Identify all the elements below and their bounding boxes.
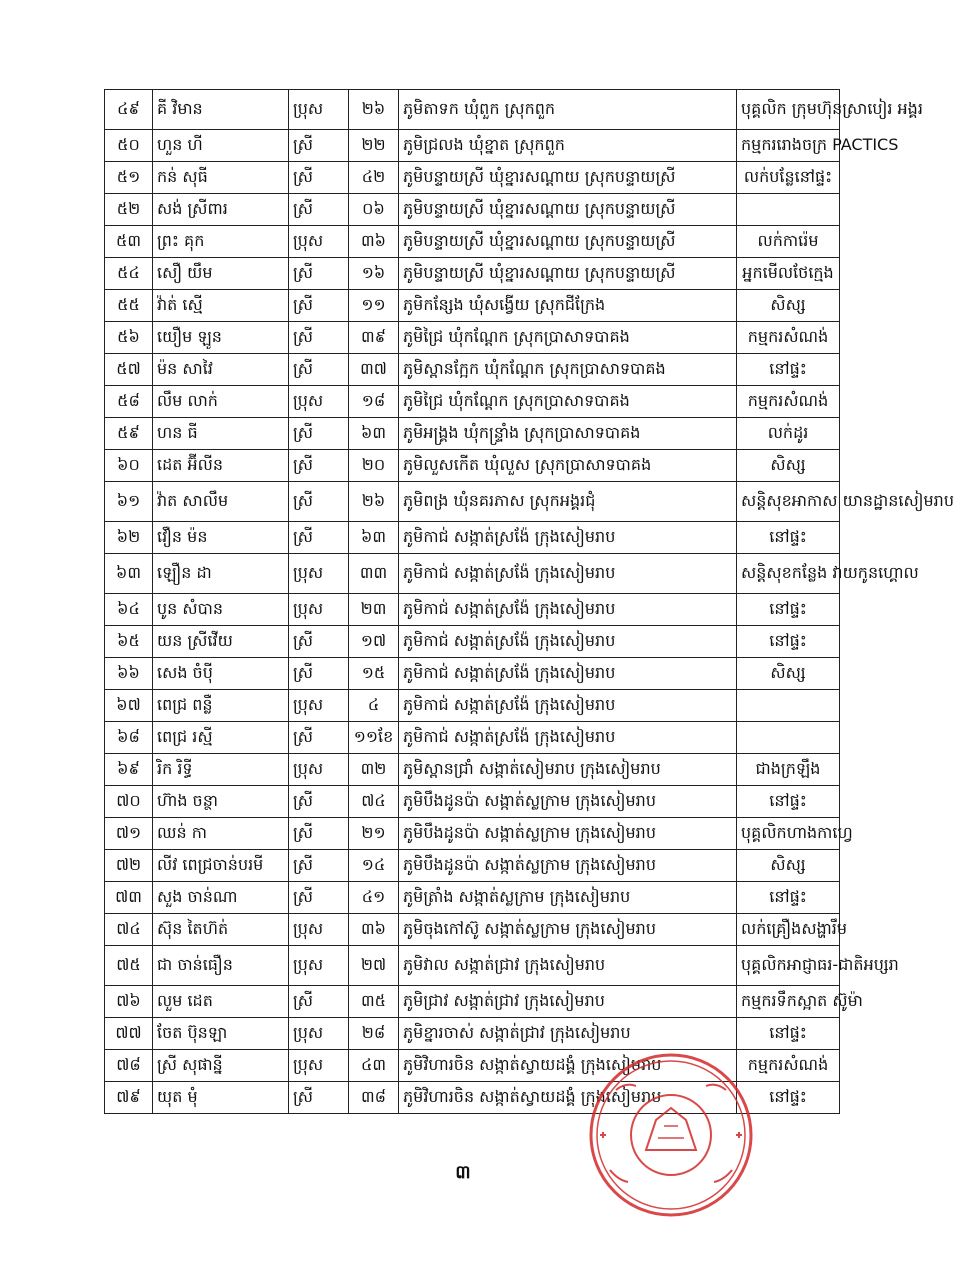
table-row <box>105 986 840 1018</box>
cell-address: ភូមិពង្រ ឃុំនគរភាស ស្រុកអង្គរជុំ <box>399 482 737 522</box>
cell-occupation: បុគ្គលិកអាជ្ញាធរ-ជាតិអប្សរា <box>737 946 840 986</box>
cell-occupation: កម្មករសំណង់ <box>737 1050 840 1082</box>
cell-occupation: សន្តិសុខអាកាស យានដ្ឋានសៀមរាប <box>737 482 840 522</box>
cell-occupation: នៅផ្ទះ <box>737 522 840 554</box>
cell-person-name: ហន ធី <box>153 418 289 450</box>
cell-age: ៣៥ <box>349 986 399 1018</box>
cell-sex: ប្រុស <box>289 594 349 626</box>
cell-address: ភូមិបន្ទាយស្រី ឃុំខ្នារសណ្ដាយ ស្រុកបន្ទាយស្រី <box>399 226 737 258</box>
cell-age: ៦៣ <box>349 418 399 450</box>
cell-address: ភូមិតាទក ឃុំពួក ស្រុកពួក <box>399 90 737 130</box>
cell-age: ៧៤ <box>349 786 399 818</box>
cell-age: ៣២ <box>349 754 399 786</box>
table-row <box>105 658 840 690</box>
cell-row-number: ៧៨ <box>105 1050 153 1082</box>
cell-age: ១១ខែ <box>349 722 399 754</box>
cell-person-name: បូន សំបាន <box>153 594 289 626</box>
cell-occupation: កម្មករសំណង់ <box>737 322 840 354</box>
cell-sex: ស្រី <box>289 258 349 290</box>
cell-sex: ស្រី <box>289 482 349 522</box>
cell-age: ១៤ <box>349 850 399 882</box>
cell-address: ភូមិវិហារចិន សង្កាត់ស្វាយដង្គំ ក្រុងសៀមរាប <box>399 1082 737 1114</box>
cell-person-name: យឿម ឡូន <box>153 322 289 354</box>
cell-row-number: ៦៥ <box>105 626 153 658</box>
cell-age: ២០ <box>349 450 399 482</box>
cell-row-number: ៦០ <box>105 450 153 482</box>
cell-sex: ស្រី <box>289 322 349 354</box>
cell-address: ភូមិបឹងដូនប៉ា សង្កាត់ស្លក្រាម ក្រុងសៀមរាប <box>399 818 737 850</box>
cell-row-number: ៦៩ <box>105 754 153 786</box>
cell-sex: ប្រុស <box>289 914 349 946</box>
cell-occupation: អ្នកមើលថែក្មេង <box>737 258 840 290</box>
cell-sex: ស្រី <box>289 522 349 554</box>
cell-occupation <box>737 722 840 754</box>
cell-row-number: ៥១ <box>105 162 153 194</box>
cell-occupation: នៅផ្ទះ <box>737 1018 840 1050</box>
table-row <box>105 290 840 322</box>
cell-sex: ស្រី <box>289 450 349 482</box>
cell-age: ៣៨ <box>349 1082 399 1114</box>
cell-occupation: នៅផ្ទះ <box>737 786 840 818</box>
table-row <box>105 554 840 594</box>
cell-sex: ស្រី <box>289 418 349 450</box>
cell-person-name: លីវ ពេជ្រចាន់បរមី <box>153 850 289 882</box>
cell-age: ៦៣ <box>349 522 399 554</box>
table-row <box>105 162 840 194</box>
cell-address: ភូមិជ្រាវ សង្កាត់ជ្រាវ ក្រុងសៀមរាប <box>399 986 737 1018</box>
cell-age: ៣៦ <box>349 914 399 946</box>
cell-age: ២៨ <box>349 1018 399 1050</box>
cell-age: ៣៧ <box>349 354 399 386</box>
cell-age: ១៨ <box>349 386 399 418</box>
table-row <box>105 90 840 130</box>
table-row <box>105 226 840 258</box>
cell-address: ភូមិអង្រ្គង ឃុំកន្ទ្រាំង ស្រុកប្រាសាទបាគង <box>399 418 737 450</box>
cell-row-number: ៦៧ <box>105 690 153 722</box>
cell-address: ភូមិវាល សង្កាត់ជ្រាវ ក្រុងសៀមរាប <box>399 946 737 986</box>
table-row <box>105 354 840 386</box>
cell-row-number: ៧២ <box>105 850 153 882</box>
table-row <box>105 482 840 522</box>
cell-age: ២៦ <box>349 90 399 130</box>
cell-occupation: លក់គ្រឿងសង្ហារឹម <box>737 914 840 946</box>
cell-person-name: ឈន់ កា <box>153 818 289 850</box>
cell-row-number: ៥៩ <box>105 418 153 450</box>
cell-sex: ប្រុស <box>289 946 349 986</box>
cell-address: ភូមិបន្ទាយស្រី ឃុំខ្នារសណ្ដាយ ស្រុកបន្ទាយស្រី <box>399 258 737 290</box>
cell-person-name: ហ៊ាង ចន្ថា <box>153 786 289 818</box>
cell-address: ភូមិបឹងដូនប៉ា សង្កាត់ស្លក្រាម ក្រុងសៀមរាប <box>399 786 737 818</box>
cell-row-number: ៥៨ <box>105 386 153 418</box>
cell-occupation: លក់បន្លែនៅផ្ទះ <box>737 162 840 194</box>
cell-address: ភូមិជ្រៃ ឃុំកណ្ដែក ស្រុកប្រាសាទបាគង <box>399 386 737 418</box>
cell-address: ភូមិកាជ់ សង្កាត់ស្រង៉ែ ក្រុងសៀមរាប <box>399 626 737 658</box>
cell-occupation: នៅផ្ទះ <box>737 626 840 658</box>
cell-person-name: ព្រះ គុក <box>153 226 289 258</box>
cell-row-number: ៧៥ <box>105 946 153 986</box>
table-row <box>105 594 840 626</box>
cell-occupation: លក់ការ៉េម <box>737 226 840 258</box>
table-row <box>105 690 840 722</box>
page-number: ៣ <box>455 1162 471 1183</box>
cell-address: ភូមិចុងកៅស៊ូ សង្កាត់ស្លក្រាម ក្រុងសៀមរាប <box>399 914 737 946</box>
cell-person-name: កន់ សុធី <box>153 162 289 194</box>
cell-address: ភូមិកាជ់ សង្កាត់ស្រង៉ែ ក្រុងសៀមរាប <box>399 594 737 626</box>
record-table <box>104 89 954 1114</box>
cell-person-name: រិក រិទ្ធី <box>153 754 289 786</box>
cell-person-name: ដេត អ៊ីលីន <box>153 450 289 482</box>
cell-row-number: ៥៥ <box>105 290 153 322</box>
cell-sex: ស្រី <box>289 882 349 914</box>
cell-person-name: ឡឿន ដា <box>153 554 289 594</box>
cell-address: ភូមិបន្ទាយស្រី ឃុំខ្នារសណ្ដាយ ស្រុកបន្ទាយស្រី <box>399 194 737 226</box>
cell-row-number: ៥៦ <box>105 322 153 354</box>
cell-age: ៣៦ <box>349 226 399 258</box>
cell-row-number: ៥៣ <box>105 226 153 258</box>
cell-sex: ស្រី <box>289 1082 349 1114</box>
cell-row-number: ៧៣ <box>105 882 153 914</box>
cell-person-name: សេង ចំប៉ី <box>153 658 289 690</box>
cell-age: ២២ <box>349 130 399 162</box>
cell-row-number: ៧០ <box>105 786 153 818</box>
cell-person-name: លួម ដេត <box>153 986 289 1018</box>
cell-age: ៤៣ <box>349 1050 399 1082</box>
cell-age: ២១ <box>349 818 399 850</box>
table-row <box>105 626 840 658</box>
cell-sex: ស្រី <box>289 722 349 754</box>
cell-person-name: វ៉ាត សាលឹម <box>153 482 289 522</box>
cell-address: ភូមិជ្រលង ឃុំខ្នាត ស្រុកពួក <box>399 130 737 162</box>
cell-person-name: ចែត ប៊ុនឡា <box>153 1018 289 1050</box>
cell-row-number: ៧៦ <box>105 986 153 1018</box>
cell-person-name: ពេជ្រ ពន្លឺ <box>153 690 289 722</box>
cell-row-number: ៥៧ <box>105 354 153 386</box>
cell-sex: ស្រី <box>289 626 349 658</box>
table-row <box>105 322 840 354</box>
cell-occupation: បុគ្គលិកហាងកាហ្វេ <box>737 818 840 850</box>
cell-age: ៣៣ <box>349 554 399 594</box>
cell-row-number: ៦២ <box>105 522 153 554</box>
cell-occupation: លក់ដូរ <box>737 418 840 450</box>
cell-sex: ប្រុស <box>289 554 349 594</box>
cell-occupation: នៅផ្ទះ <box>737 882 840 914</box>
cell-person-name: ម៉ន សាវៃ <box>153 354 289 386</box>
cell-sex: ស្រី <box>289 290 349 322</box>
cell-occupation <box>737 194 840 226</box>
cell-age: ៤២ <box>349 162 399 194</box>
cell-sex: ស្រី <box>289 850 349 882</box>
cell-address: ភូមិបន្ទាយស្រី ឃុំខ្នារសណ្ដាយ ស្រុកបន្ទាយស្រី <box>399 162 737 194</box>
cell-age: ០៦ <box>349 194 399 226</box>
cell-sex: ប្រុស <box>289 690 349 722</box>
cell-age: ១៧ <box>349 626 399 658</box>
table-row <box>105 818 840 850</box>
cell-sex: ស្រី <box>289 354 349 386</box>
cell-occupation: ជាងក្រឡឹង <box>737 754 840 786</box>
cell-row-number: ៥៤ <box>105 258 153 290</box>
table-row <box>105 882 840 914</box>
cell-person-name: សឿ យឹម <box>153 258 289 290</box>
cell-address: ភូមិស្ពានក្អែក ឃុំកណ្ដែក ស្រុកប្រាសាទបាគង <box>399 354 737 386</box>
cell-row-number: ៧១ <box>105 818 153 850</box>
cell-sex: ស្រី <box>289 162 349 194</box>
cell-row-number: ៦៨ <box>105 722 153 754</box>
cell-age: ២៦ <box>349 482 399 522</box>
cell-age: ១៦ <box>349 258 399 290</box>
table-row <box>105 722 840 754</box>
cell-occupation <box>737 690 840 722</box>
cell-age: ៣៩ <box>349 322 399 354</box>
table-body <box>105 90 954 1114</box>
cell-occupation: បុគ្គលិក ក្រុមហ៊ុនស្រាបៀរ អង្គរ <box>737 90 840 130</box>
cell-person-name: លឹម លាក់ <box>153 386 289 418</box>
cell-address: ភូមិកាជ់ សង្កាត់ស្រង៉ែ ក្រុងសៀមរាប <box>399 722 737 754</box>
cell-row-number: ៥០ <box>105 130 153 162</box>
cell-sex: ប្រុស <box>289 1050 349 1082</box>
table-row <box>105 258 840 290</box>
cell-occupation: នៅផ្ទះ <box>737 594 840 626</box>
table-row <box>105 946 840 986</box>
cell-sex: ស្រី <box>289 658 349 690</box>
cell-address: ភូមិកាជ់ សង្កាត់ស្រង៉ែ ក្រុងសៀមរាប <box>399 658 737 690</box>
table-row <box>105 386 840 418</box>
cell-occupation: សិស្ស <box>737 290 840 322</box>
cell-address: ភូមិកាជ់ សង្កាត់ស្រង៉ែ ក្រុងសៀមរាប <box>399 690 737 722</box>
cell-person-name: ស្រី សុផាន្នី <box>153 1050 289 1082</box>
table-row <box>105 850 840 882</box>
cell-address: ភូមិខ្នារចាស់ សង្កាត់ជ្រាវ ក្រុងសៀមរាប <box>399 1018 737 1050</box>
cell-sex: ស្រី <box>289 194 349 226</box>
table-row <box>105 754 840 786</box>
cell-row-number: ៦៤ <box>105 594 153 626</box>
cell-age: ១៥ <box>349 658 399 690</box>
cell-address: ភូមិស្ពានជ្រាំ សង្កាត់សៀមរាប ក្រុងសៀមរាប <box>399 754 737 786</box>
cell-address: ភូមិកន្សែង ឃុំសង្វើយ ស្រុកជីក្រែង <box>399 290 737 322</box>
cell-address: ភូមិកាជ់ សង្កាត់ស្រង៉ែ ក្រុងសៀមរាប <box>399 554 737 594</box>
cell-age: ២៧ <box>349 946 399 986</box>
cell-occupation: សន្តិសុខកន្លែង វាយកូនហ្គោល <box>737 554 840 594</box>
cell-occupation: នៅផ្ទះ <box>737 354 840 386</box>
table-row <box>105 1018 840 1050</box>
cell-address: ភូមិបឹងដូនប៉ា សង្កាត់ស្លក្រាម ក្រុងសៀមរាប <box>399 850 737 882</box>
cell-person-name: ជា ចាន់ធឿន <box>153 946 289 986</box>
official-seal-stamp <box>586 1050 756 1220</box>
cell-sex: ស្រី <box>289 986 349 1018</box>
cell-row-number: ៤៩ <box>105 90 153 130</box>
cell-address: ភូមិលួសកើត ឃុំលួស ស្រុកប្រាសាទបាគង <box>399 450 737 482</box>
cell-sex: ប្រុស <box>289 754 349 786</box>
cell-row-number: ៦៣ <box>105 554 153 594</box>
cell-row-number: ៥២ <box>105 194 153 226</box>
cell-occupation: កម្មករសំណង់ <box>737 386 840 418</box>
cell-sex: ស្រី <box>289 818 349 850</box>
cell-row-number: ៧៤ <box>105 914 153 946</box>
cell-sex: ស្រី <box>289 786 349 818</box>
cell-address: ភូមិវិហារចិន សង្កាត់ស្វាយដង្គំ ក្រុងសៀមរាប <box>399 1050 737 1082</box>
cell-address: ភូមិជ្រៃ ឃុំកណ្ដែក ស្រុកប្រាសាទបាគង <box>399 322 737 354</box>
cell-sex: ស្រី <box>289 130 349 162</box>
cell-sex: ប្រុស <box>289 90 349 130</box>
cell-row-number: ៧៩ <box>105 1082 153 1114</box>
cell-age: ៤ <box>349 690 399 722</box>
table-row <box>105 130 840 162</box>
cell-person-name: ពេជ្រ រស្មី <box>153 722 289 754</box>
cell-person-name: គី វិមាន <box>153 90 289 130</box>
cell-address: ភូមិកាជ់ សង្កាត់ស្រង៉ែ ក្រុងសៀមរាប <box>399 522 737 554</box>
cell-row-number: ៦៦ <box>105 658 153 690</box>
cell-row-number: ៦១ <box>105 482 153 522</box>
cell-row-number: ៧៧ <box>105 1018 153 1050</box>
cell-occupation: សិស្ស <box>737 850 840 882</box>
cell-person-name: សង់ ស្រីពារ <box>153 194 289 226</box>
cell-person-name: សួង ចាន់ណា <box>153 882 289 914</box>
cell-occupation: នៅផ្ទះ <box>737 1082 840 1114</box>
cell-sex: ប្រុស <box>289 226 349 258</box>
cell-occupation: កម្មកររោងចក្រ PACTICS <box>737 130 840 162</box>
cell-sex: ប្រុស <box>289 386 349 418</box>
cell-occupation: កម្មករទឹកស្អាត ស៊ូម៉ា <box>737 986 840 1018</box>
cell-occupation: សិស្ស <box>737 658 840 690</box>
cell-sex: ប្រុស <box>289 1018 349 1050</box>
table-row <box>105 522 840 554</box>
table-row <box>105 418 840 450</box>
cell-person-name: វ៉ាត់ ស្មើ <box>153 290 289 322</box>
table-row <box>105 194 840 226</box>
cell-age: ១១ <box>349 290 399 322</box>
cell-occupation: សិស្ស <box>737 450 840 482</box>
table-row <box>105 450 840 482</box>
cell-person-name: ហួន ហី <box>153 130 289 162</box>
cell-person-name: យុត មុំ <box>153 1082 289 1114</box>
table-row <box>105 914 840 946</box>
cell-age: ២៣ <box>349 594 399 626</box>
table-row <box>105 786 840 818</box>
cell-person-name: វឿន ម៉ន <box>153 522 289 554</box>
cell-person-name: ស៊ុន តៃហ៊ត់ <box>153 914 289 946</box>
cell-age: ៤១ <box>349 882 399 914</box>
cell-person-name: យន ស្រីវើយ <box>153 626 289 658</box>
cell-address: ភូមិត្រាំង សង្កាត់ស្លក្រាម ក្រុងសៀមរាប <box>399 882 737 914</box>
